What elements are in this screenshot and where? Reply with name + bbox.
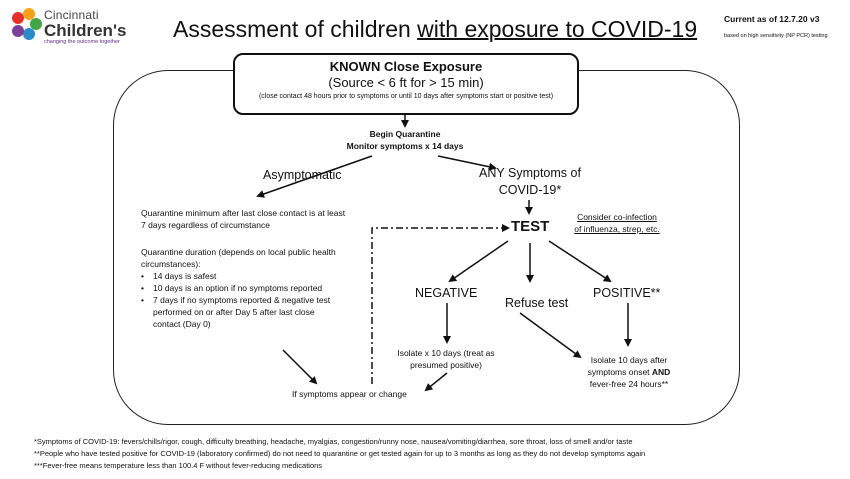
negative-label: NEGATIVE (415, 286, 478, 300)
arrow-refuse-to-isolate (520, 313, 580, 357)
known-exposure-box (233, 53, 579, 115)
known-source: (Source < 6 ft for > 15 min) (328, 75, 484, 90)
isolate-pos-line1: Isolate 10 days after (590, 355, 668, 365)
coinfection-line1: Consider co-infection (577, 212, 657, 222)
version-label: Current as of 12.7.20 v3 (724, 14, 820, 24)
arrow-test-to-positive (549, 241, 610, 281)
quarantine-duration (141, 246, 341, 330)
coinfection-line2: of influenza, strep, etc. (574, 224, 660, 234)
isolate-pos-line3: fever-free 24 hours** (589, 379, 669, 389)
sensitivity-note: based on high sensitivity (NP PCR) testing (724, 33, 828, 39)
coinfection-note (568, 211, 666, 235)
duration-item: • 10 days is an option if no symptoms reported (153, 282, 341, 294)
symptoms-label (470, 165, 590, 199)
positive-label: POSITIVE** (593, 286, 661, 300)
refuse-test-label: Refuse test (505, 296, 569, 310)
begin-line2: Monitor symptoms x 14 days (346, 141, 464, 151)
footnote-symptoms: *Symptoms of COVID-19: fevers/chills/rigor, cough, difficulty breathing, headache, myalgias, congestion/runny nose, nausea/vomiting/diarrhea, sore throat, loss of smell and/or taste (34, 437, 633, 446)
symptoms-line1: ANY Symptoms of (479, 166, 581, 180)
duration-intro: Quarantine duration (depends on local public health circumstances): (141, 247, 336, 269)
arrow-test-to-negative (450, 241, 508, 281)
duration-item: • 14 days is safest (153, 270, 341, 282)
symptoms-line2: COVID-19* (498, 183, 562, 197)
asymptomatic-label: Asymptomatic (263, 168, 342, 182)
isolate-pos-line2: symptoms onset (587, 367, 652, 377)
test-label: TEST (511, 218, 550, 235)
begin-quarantine (325, 128, 485, 152)
logo-line2: Children's (44, 21, 127, 40)
logo-line1: Cincinnati (44, 8, 99, 22)
known-note: (close contact 48 hours prior to symptoms or until 10 days after symptoms start or positive test) (258, 93, 554, 100)
arrow-duration-to-if-symptoms (283, 350, 316, 383)
logo-tagline: changing the outcome together (44, 39, 120, 45)
footnote-positive: **People who have tested positive for COVID-19 (laboratory confirmed) do not need to quarantine or get tested again for up to 3 months as long as they do not develop symptoms again (34, 449, 646, 458)
title-prefix: Assessment of children (173, 16, 418, 42)
begin-line1: Begin Quarantine (369, 129, 441, 139)
title-underlined: with exposure to COVID-19 (417, 16, 698, 42)
footnote-fever: ***Fever-free means temperature less than 100.4 F without fever-reducing medications (34, 461, 323, 470)
duration-item: • 7 days if no symptoms reported & negative test performed on or after Day 5 after last close contact (Day 0) (153, 294, 341, 330)
isolate-positive-text (573, 354, 685, 390)
known-heading: KNOWN Close Exposure (329, 59, 483, 74)
quarantine-minimum-text: Quarantine minimum after last close contact is at least 7 days regardless of circumstance (141, 208, 346, 230)
arrow-isolate-to-if-symptoms (426, 373, 447, 390)
if-symptoms-text: If symptoms appear or change (292, 389, 407, 399)
isolate-pos-and: AND (651, 367, 671, 377)
isolate-negative-text: Isolate x 10 days (treat as presumed positive) (397, 348, 495, 370)
